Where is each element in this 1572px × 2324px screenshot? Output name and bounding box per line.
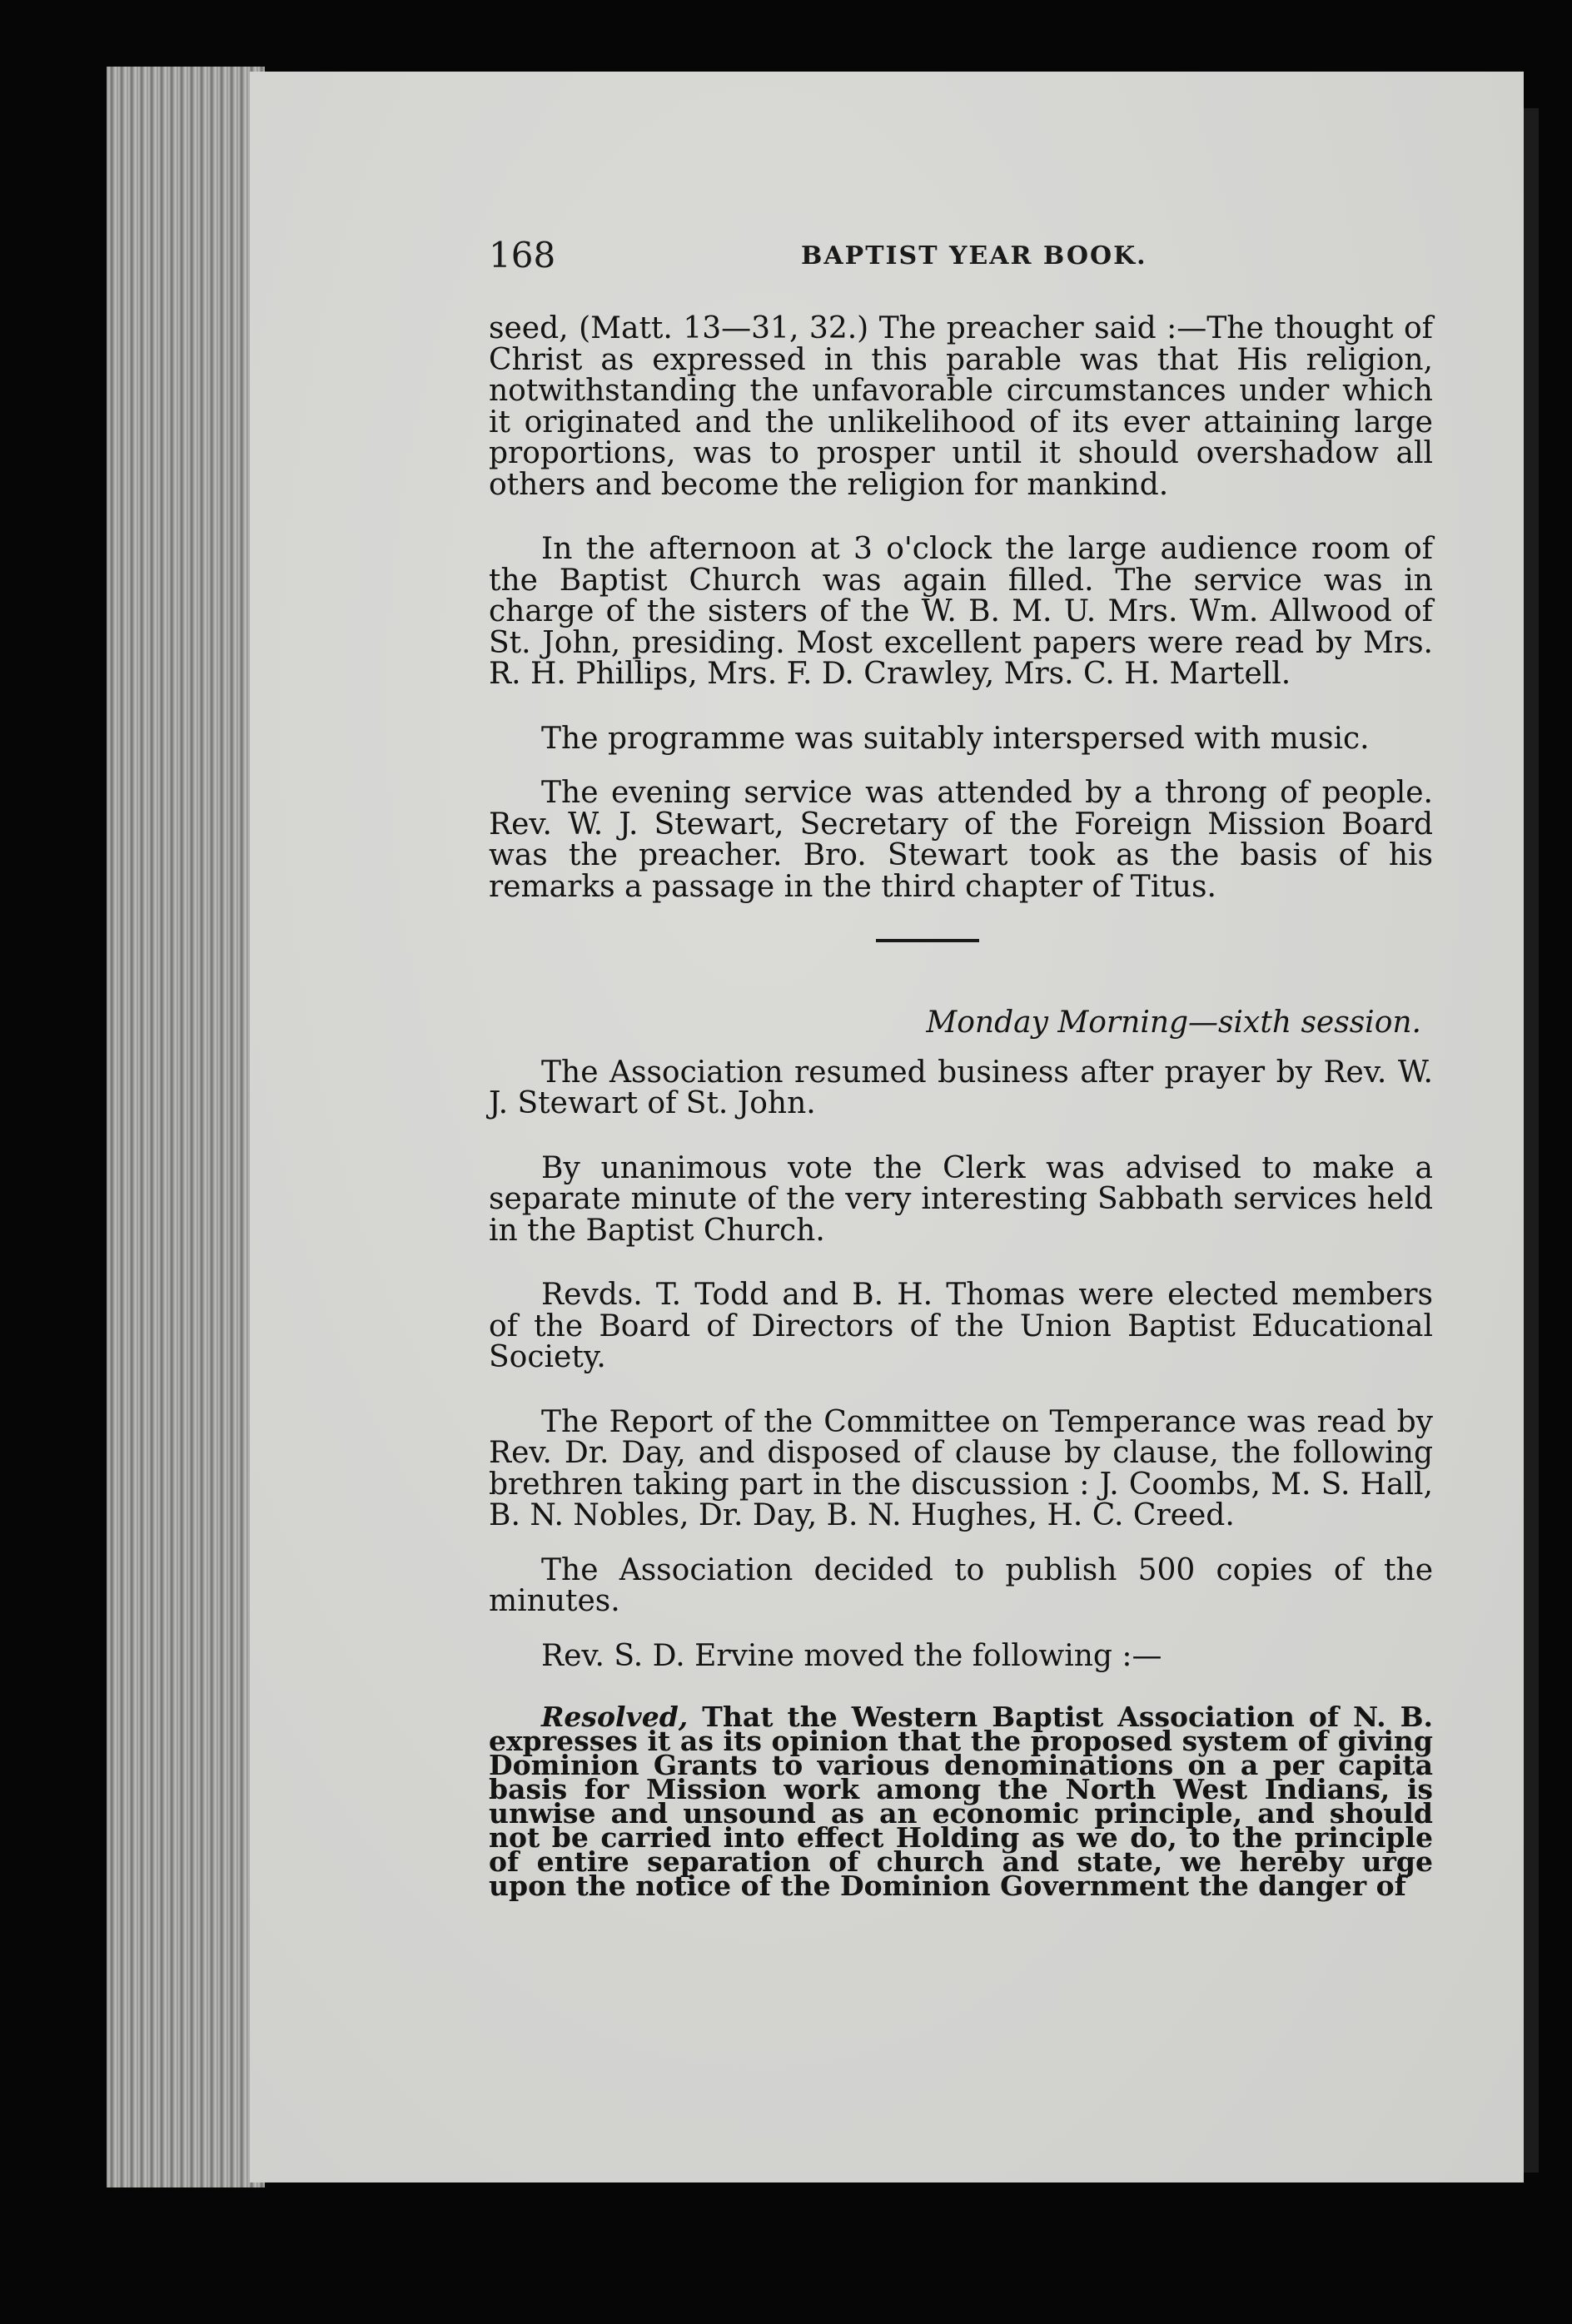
paragraph-sermon: seed, (Matt. 13—31, 32.) The preacher said :—The thought of Christ as expressed in this parable was that His religion, notwithstanding the unfavorable circumstances under which it originated and the unlikelihood of its ever attaining large proportions, was to prosper until it should overshadow all others and become the religion for mankind. [489, 311, 1433, 502]
book-page [250, 72, 1524, 2182]
paragraph-clerk-vote: By unanimous vote the Clerk was advised to make a separate minute of the very interesting Sabbath services held in the Baptist Church. [489, 1150, 1433, 1248]
session-heading: Monday Morning—sixth session. [926, 1006, 1421, 1040]
paragraph-programme: The programme was suitably interspersed with music. [541, 721, 1370, 756]
resolution-text [489, 1701, 1433, 1902]
paragraph-resumed: The Association resumed business after prayer by Rev. W. J. Stewart of St. John. [489, 1055, 1433, 1120]
running-title: BAPTIST YEAR BOOK. [801, 241, 1147, 271]
resolution-lead: Resolved, [541, 1701, 689, 1733]
paragraph-afternoon: In the afternoon at 3 o'clock the large audience room of the Baptist Church was again filled. The service was in charge of the sisters of the W. B. M. U. Mrs. Wm. Allwood of St. John, presiding. Most excellent papers were read by Mrs. R. H. Phillips, Mrs. F. D. Crawley, Mrs. C. H. Martell. [489, 532, 1433, 691]
page-stack-edge [107, 67, 265, 2187]
running-header [250, 235, 1524, 285]
page-right-shadow [1524, 108, 1539, 2173]
section-divider [876, 939, 979, 942]
page-body [489, 311, 1433, 1902]
paragraph-motion: Rev. S. D. Ervine moved the following :— [541, 1638, 1162, 1673]
paragraph-publish: The Association decided to publish 500 copies of the minutes. [489, 1552, 1433, 1618]
resolution-body: That the Western Baptist Association of N. B. expresses it as its opinion that the proposed system of giving Dominion Grants to various denominations on a per capita basis for Mission work among the North West Indians, is unwise and unsound as an economic principle, and should not be carried into effect Holding as we do, to the principle of entire separation of church and state, we hereby urge upon the notice of the Dominion Government the danger of [489, 1701, 1433, 1902]
paragraph-temperance: The Report of the Committee on Temperance was read by Rev. Dr. Day, and disposed of clause by clause, the following brethren taking part in the discussion : J. Coombs, M. S. Hall, B. N. Nobles, Dr. Day, B. N. Hughes, H. C. Creed. [489, 1404, 1433, 1532]
page-number: 168 [489, 235, 556, 276]
paragraph-elected-members: Revds. T. Todd and B. H. Thomas were elected members of the Board of Directors of the Union Baptist Educational Society. [489, 1278, 1433, 1374]
paragraph-evening: The evening service was attended by a throng of people. Rev. W. J. Stewart, Secretary of the Foreign Mission Board was the preacher. Bro. Stewart took as the basis of his remarks a passage in the third chapter of Titus. [489, 776, 1433, 904]
